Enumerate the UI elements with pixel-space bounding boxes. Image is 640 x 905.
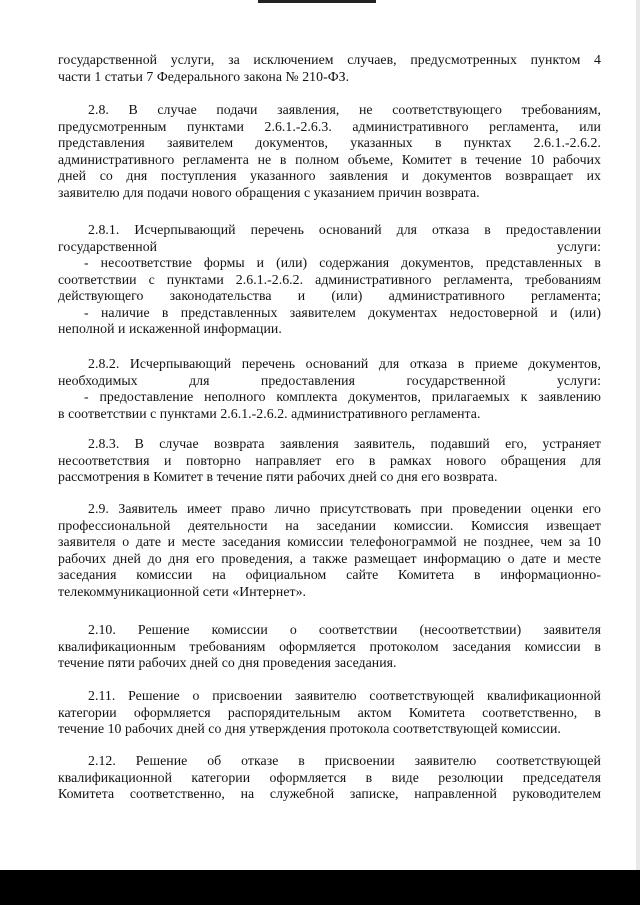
text-line: квалификационной категории оформляется в виде резолюции председателя <box>58 769 601 785</box>
paragraph-2-10 <box>58 622 601 672</box>
scan-right-edge <box>636 0 640 905</box>
text-line: 2.10. Решение комиссии о соответствии (несоответствии) заявителя <box>88 622 601 637</box>
text-line: 2.12. Решение об отказе в присвоении заявителю соответствующей <box>88 753 601 768</box>
text-line: 2.11. Решение о присвоении заявителю соответствующей квалификационной <box>88 688 601 703</box>
text-line: 2.8.2. Исчерпывающий перечень оснований для отказа в приеме документов, <box>88 356 601 371</box>
text-line: неполной и искаженной информации. <box>58 321 282 336</box>
text-line: 2.8. В случае подачи заявления, не соответствующего требованиям, <box>88 102 601 117</box>
text-line: заседания комиссии на официальном сайте Комитета в информационно- <box>58 567 601 582</box>
text-line: государственной услуги, за исключением случаев, предусмотренных пунктом 4 <box>58 52 601 67</box>
text-line: рабочих дней до дня его проведения, а также размещает информацию о дате и месте <box>58 550 601 566</box>
text-line: заявителя о дате и месте заседания комиссии телефонограммой не позднее, чем за 10 <box>58 534 601 549</box>
scan-bottom-border <box>0 870 640 905</box>
text-line: - несоответствие формы и (или) содержания документов, представленных в <box>84 255 601 270</box>
text-line: в соответствии с пунктами 2.6.1.-2.6.2. административного регламента. <box>58 405 481 421</box>
paragraph-2-9 <box>58 501 601 600</box>
text-line: дней со дня поступления указанного заявления и документов возвращает их <box>58 168 601 183</box>
text-line: телекоммуникационной сети «Интернет». <box>58 583 307 599</box>
text-line: заявителю для подачи нового обращения с указанием причин возврата. <box>58 184 480 200</box>
text-line: административного регламента не в полном объеме, Комитет в течение 10 рабочих <box>58 151 601 167</box>
text-line: Комитета соответственно, на служебной записке, направленной руководителем <box>58 786 601 801</box>
paragraph-2-11 <box>58 688 601 738</box>
text-line: действующего законодательства и (или) административного регламента; <box>58 288 601 303</box>
paragraph-2-12 <box>58 753 601 803</box>
text-line: несоответствия и повторно направляет его в рамках нового обращения для <box>58 452 601 468</box>
paragraph-2-8-2 <box>58 356 601 422</box>
text-line: предусмотренным пунктами 2.6.1.-2.6.3. административного регламента, или <box>58 118 601 134</box>
text-line: соответствии с пунктами 2.6.1.-2.6.2. административного регламента, требованиям <box>58 271 601 287</box>
paragraph-2-8 <box>58 102 601 201</box>
text-line: представления заявителем документов, указанных в пунктах 2.6.1.-2.6.2. <box>58 135 601 150</box>
text-line: необходимых для предоставления государственной услуги: <box>58 372 601 388</box>
paragraph-continuation <box>58 52 601 85</box>
text-line: 2.8.3. В случае возврата заявления заявитель, подавший его, устраняет <box>88 436 601 451</box>
text-line: течение 10 рабочих дней со дня утверждения протокола соответствующей комиссии. <box>58 721 561 736</box>
text-line: течение пяти рабочих дней со дня проведения заседания. <box>58 655 397 670</box>
text-line: 2.9. Заявитель имеет право лично присутствовать при проведении оценки его <box>88 501 601 516</box>
paragraph-2-8-1 <box>58 222 601 338</box>
text-line: категории оформляется распорядительным актом Комитета соответственно, в <box>58 704 601 720</box>
text-line: рассмотрения в Комитет в течение пяти рабочих дней со дня его возврата. <box>58 469 498 484</box>
text-line: части 1 статьи 7 Федерального закона № 210-ФЗ. <box>58 68 350 84</box>
paragraph-2-8-3 <box>58 436 601 486</box>
text-line: - наличие в представленных заявителем документах недостоверной и (или) <box>84 304 601 320</box>
text-line: государственной услуги: <box>58 238 601 254</box>
text-line: 2.8.1. Исчерпывающий перечень оснований для отказа в предоставлении <box>88 222 601 237</box>
text-line: квалификационным требованиям оформляется протоколом заседания комиссии в <box>58 638 601 654</box>
text-line: профессиональной деятельности на заседании комиссии. Комиссия извещает <box>58 517 601 533</box>
text-line: - предоставление неполного комплекта документов, прилагаемых к заявлению <box>84 389 601 404</box>
